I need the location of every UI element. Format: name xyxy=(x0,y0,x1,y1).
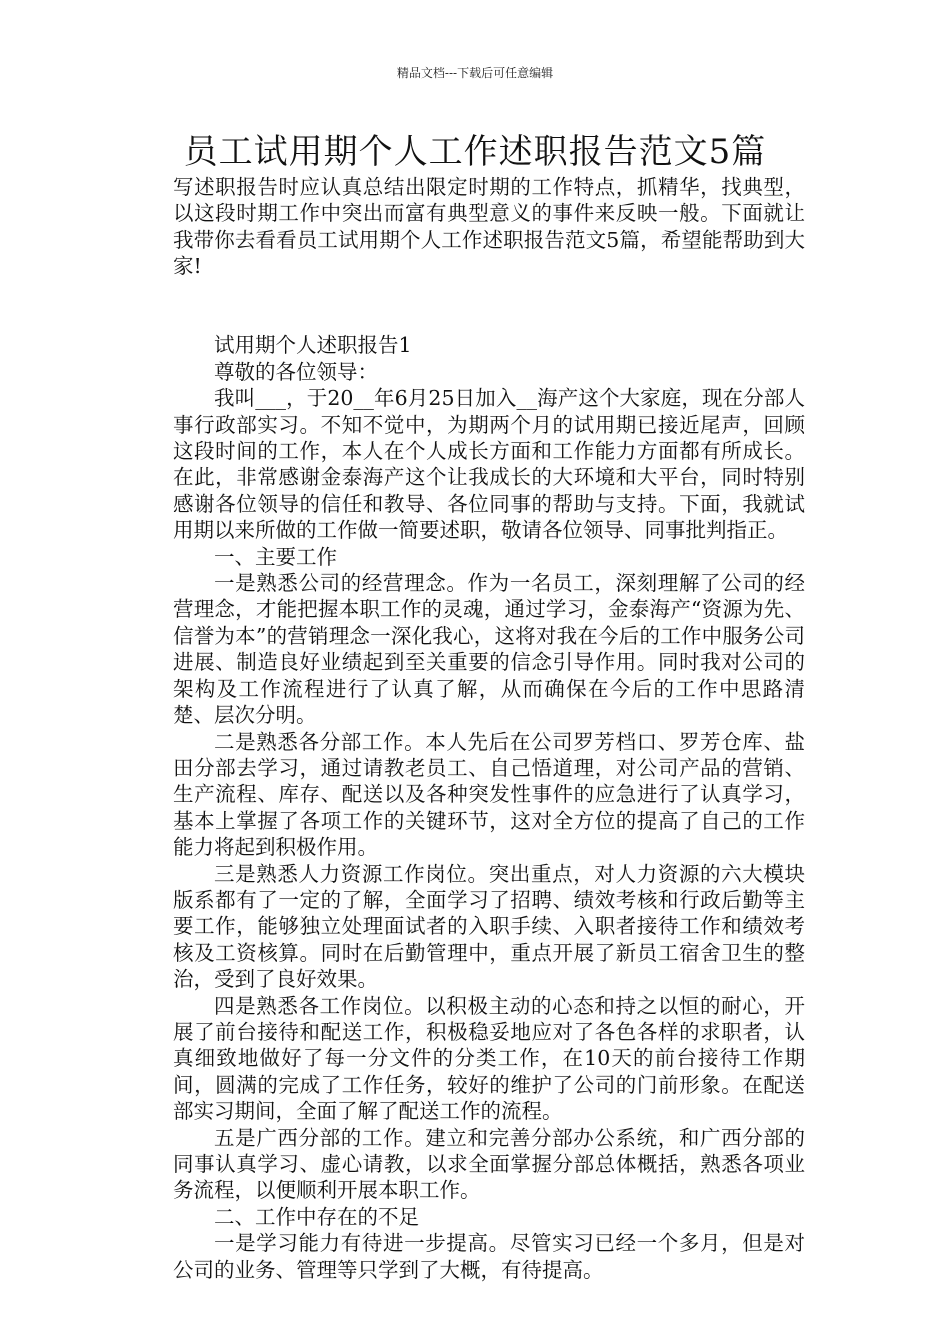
body-paragraph: 一是熟悉公司的经营理念。作为一名员工，深刻理解了公司的经营理念，才能把握本职工作的灵魂，通过学习，金泰海产“资源为先、信誉为本”的营销理念一深化我心，这将对我在今后的工作中服务公司进展、制造良好业绩起到至关重要的信念引导作用。同时我对公司的架构及工作流程进行了认真了解，从而确保在今后的工作中思路清楚、层次分明。 xyxy=(173,571,805,728)
body-paragraph: 二是熟悉各分部工作。本人先后在公司罗芳档口、罗芳仓库、盐田分部去学习，通过请教老员工、自己悟道理，对公司产品的营销、生产流程、库存、配送以及各种突发性事件的应急进行了认真学习，基本上掌握了各项工作的关键环节，这对全方位的提高了自己的工作能力将起到积极作用。 xyxy=(173,729,805,860)
section-title: 试用期个人述职报告1 xyxy=(214,333,412,358)
salutation: 尊敬的各位领导： xyxy=(214,359,378,384)
heading-shortcomings: 二、工作中存在的不足 xyxy=(214,1204,419,1229)
intro-paragraph: 写述职报告时应认真总结出限定时期的工作特点，抓精华，找典型，以这段时期工作中突出而富有典型意义的事件来反映一般。下面就让我带你去看看员工试用期个人工作述职报告范文5篇，希望能帮助到大家! xyxy=(173,175,805,279)
body-paragraph: 四是熟悉各工作岗位。以积极主动的心态和持之以恒的耐心，开展了前台接待和配送工作，积极稳妥地应对了各色各样的求职者，认真细致地做好了每一分文件的分类工作，在10天的前台接待工作期间，圆满的完成了工作任务，较好的维护了公司的门前形象。在配送部实习期间，全面了解了配送工作的流程。 xyxy=(173,993,805,1124)
body-paragraph: 三是熟悉人力资源工作岗位。突出重点，对人力资源的六大模块版系都有了一定的了解，全面学习了招聘、绩效考核和行政后勤等主要工作，能够独立处理面试者的入职手续、入职者接待工作和绩效考核及工资核算。同时在后勤管理中，重点开展了新员工宿舍卫生的整治，受到了良好效果。 xyxy=(173,861,805,992)
body-paragraph: 我叫___，于20__年6月25日加入__海产这个大家庭，现在分部人事行政部实习。不知不觉中，为期两个月的试用期已接近尾声，回顾这段时间的工作，本人在个人成长方面和工作能力方面都有所成长。在此，非常感谢金泰海产这个让我成长的大环境和大平台，同时特别感谢各位领导的信任和教导、各位同事的帮助与支持。下面，我就试用期以来所做的工作做一简要述职，敬请各位领导、同事批判指正。 xyxy=(173,386,805,543)
heading-main-work: 一、主要工作 xyxy=(214,544,337,569)
body-paragraph: 五是广西分部的工作。建立和完善分部办公系统，和广西分部的同事认真学习、虚心请教，以求全面掌握分部总体概括，熟悉各项业务流程，以便顺利开展本职工作。 xyxy=(173,1125,805,1203)
paragraph-spacer xyxy=(173,280,805,333)
header-note: 精品文档---下载后可任意编辑 xyxy=(396,66,554,80)
body-paragraph: 一是学习能力有待进一步提高。尽管实习已经一个多月，但是对公司的业务、管理等只学到了大概，有待提高。 xyxy=(173,1231,805,1282)
document-body xyxy=(173,174,805,1283)
document-title: 员工试用期个人工作述职报告范文5篇 xyxy=(183,132,767,172)
